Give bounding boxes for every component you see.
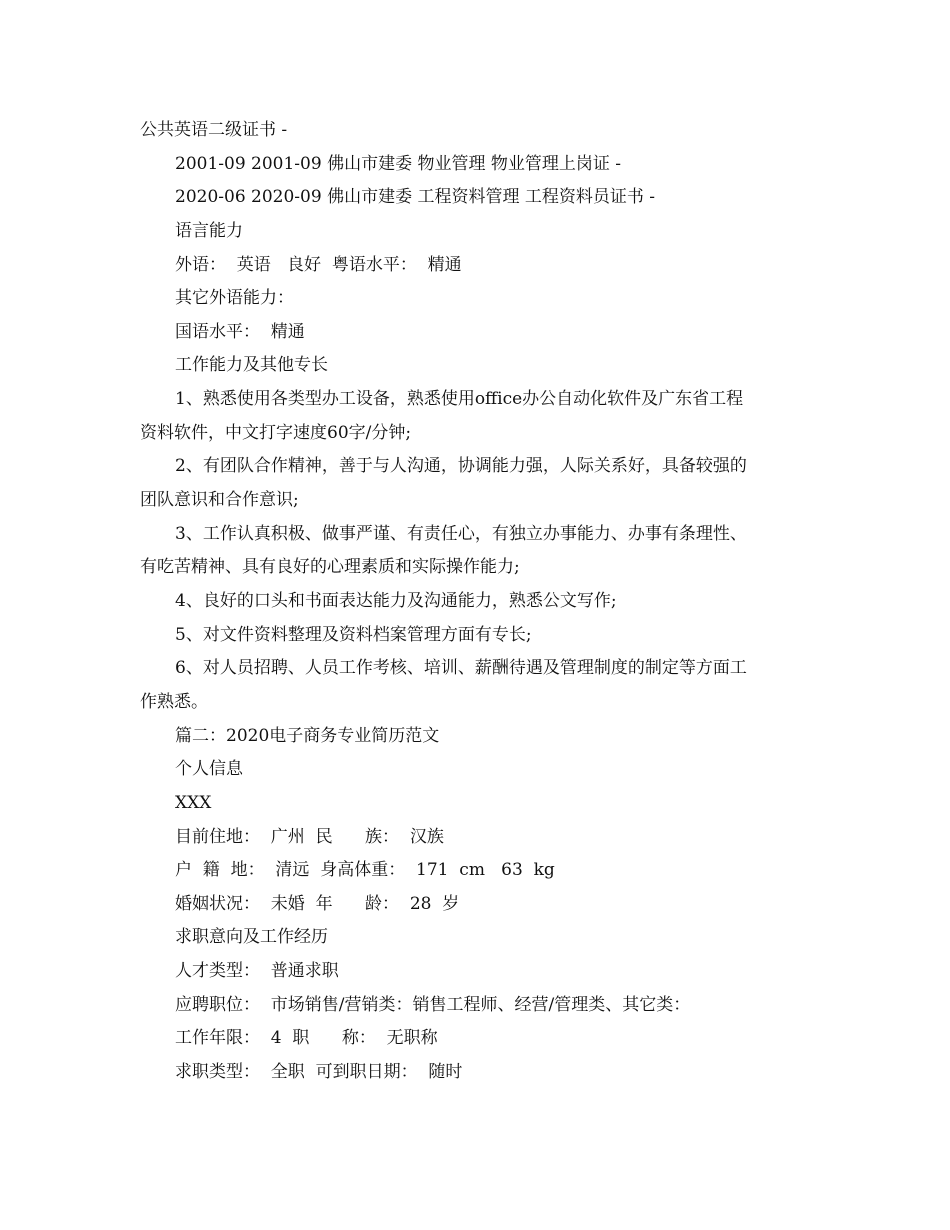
- text-line: 国语水平： 精通: [175, 322, 305, 342]
- text-line: 2020-06 2020-09 佛山市建委 工程资料管理 工程资料员证书 -: [175, 187, 656, 207]
- text-line: 工作年限： 4 职 称： 无职称: [175, 1028, 438, 1048]
- text-line: 婚姻状况： 未婚 年 龄： 28 岁: [175, 894, 460, 914]
- text-line: 公共英语二级证书 -: [140, 120, 288, 140]
- text-line: 作熟悉。: [140, 692, 208, 712]
- text-line: 团队意识和合作意识;: [140, 490, 299, 510]
- section-heading: 语言能力: [175, 221, 243, 241]
- text-line: 其它外语能力：: [175, 288, 294, 308]
- text-line: 户 籍 地： 清远 身高体重： 171 cm 63 kg: [175, 860, 555, 880]
- text-line: XXX: [175, 793, 212, 813]
- text-line: 3、工作认真积极、做事严谨、有责任心，有独立办事能力、办事有条理性、: [175, 524, 747, 544]
- text-line: 资料软件，中文打字速度60字/分钟;: [140, 423, 412, 443]
- text-line: 4、良好的口头和书面表达能力及沟通能力，熟悉公文写作;: [175, 591, 617, 611]
- section-heading: 工作能力及其他专长: [175, 355, 328, 375]
- text-line: 6、对人员招聘、人员工作考核、培训、薪酬待遇及管理制度的制定等方面工: [175, 658, 747, 678]
- text-line: 目前住地： 广州 民 族： 汉族: [175, 827, 444, 847]
- text-line: 求职类型： 全职 可到职日期： 随时: [175, 1062, 463, 1082]
- section-heading: 个人信息: [175, 759, 243, 779]
- section-heading: 求职意向及工作经历: [175, 927, 328, 947]
- text-line: 有吃苦精神、具有良好的心理素质和实际操作能力;: [140, 557, 520, 577]
- section-heading: 篇二：2020电子商务专业简历范文: [175, 726, 440, 746]
- text-line: 外语： 英语 良好 粤语水平： 精通: [175, 255, 462, 275]
- text-line: 应聘职位： 市场销售/营销类：销售工程师、经营/管理类、其它类：: [175, 995, 691, 1015]
- text-line: 1、熟悉使用各类型办工设备，熟悉使用office办公自动化软件及广东省工程: [175, 389, 744, 409]
- text-line: 5、对文件资料整理及资料档案管理方面有专长;: [175, 625, 532, 645]
- text-line: 2、有团队合作精神，善于与人沟通，协调能力强，人际关系好，具备较强的: [175, 456, 747, 476]
- text-line: 人才类型： 普通求职: [175, 961, 339, 981]
- text-line: 2001-09 2001-09 佛山市建委 物业管理 物业管理上岗证 -: [175, 154, 622, 174]
